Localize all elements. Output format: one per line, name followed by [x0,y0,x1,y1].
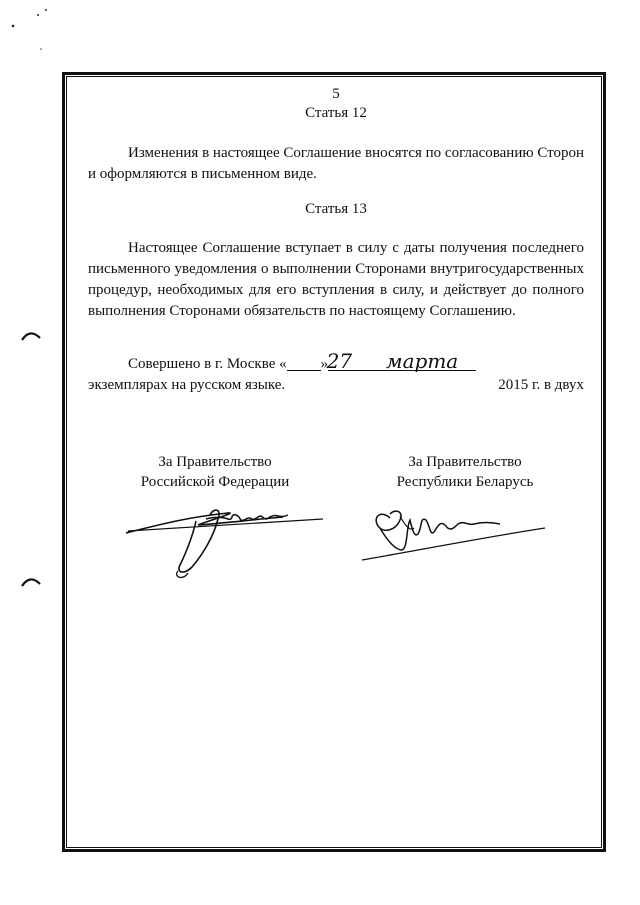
signatory-russia-line1: За Правительство [158,454,272,470]
done-line-2: экземплярах на русском языке. [88,377,286,393]
page-number: 5 [332,86,340,102]
done-day: 27 [287,352,321,371]
binder-mark-bottom [20,572,44,592]
signature-russia [118,495,328,580]
article-13-text: Настоящее Соглашение вступает в силу с даты получения последнего письменного уведомления о выполнении Сторонами внутригосударственных процедур, необходимых для его вступления в силу, и действует до полного выполнения Сторонами обязательств по настоящему Соглашению. [88,240,584,319]
done-month: марта [328,352,476,371]
article-12-heading: Статья 12 [305,105,367,121]
signature-belarus [360,498,560,568]
article-12-text: Изменения в настоящее Соглашение вносятся по согласованию Сторон и оформляются в письменном виде. [88,145,585,182]
scan-specks [0,0,60,60]
signatory-belarus [370,452,560,492]
done-suffix: 2015 г. в двух [498,377,584,393]
signatory-russia [120,452,310,492]
signatory-russia-line2: Российской Федерации [140,474,290,490]
binder-mark-top [20,326,44,346]
done-mid: » [320,356,329,372]
article-13-heading: Статья 13 [305,201,367,217]
signatory-belarus-line2: Республики Беларусь [396,474,534,490]
signatory-belarus-line1: За Правительство [408,454,522,470]
done-prefix: Совершено в г. Москве « [128,356,287,372]
